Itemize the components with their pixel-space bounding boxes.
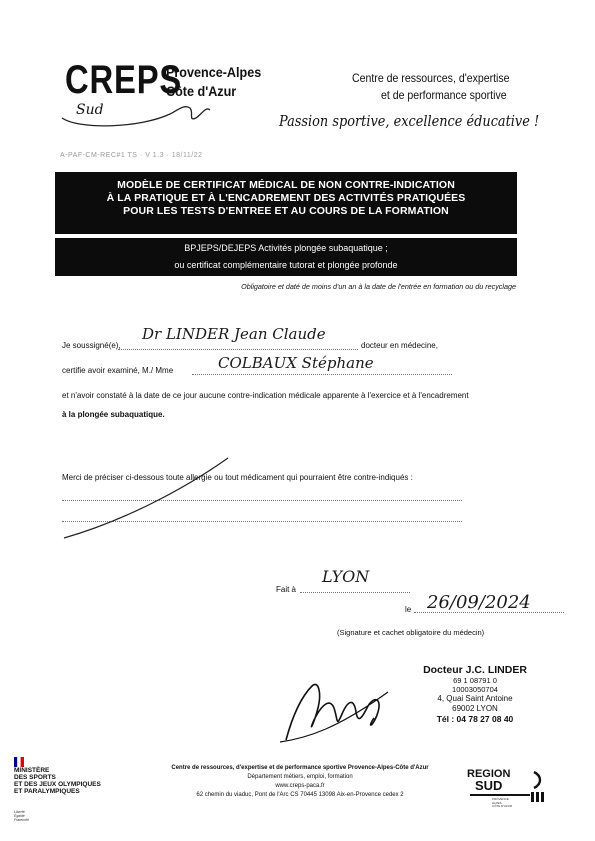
fait-handwritten-value: LYON	[322, 567, 370, 586]
statement-text: et n'avoir constaté à la date de ce jour aucune contre-indication médicale apparente à l'exercice et à l'encadrement	[62, 391, 469, 400]
logo-region-line1: Provence-Alpes	[166, 64, 262, 80]
ministry-line1: MINISTÈRE	[14, 767, 50, 774]
doctor-signature	[278, 668, 398, 748]
validity-note: Obligatoire et daté de moins d'un an à la date de l'entrée en formation ou du recyclage	[241, 282, 516, 291]
certificate-title-box	[55, 172, 517, 234]
title-line1: MODÈLE DE CERTIFICAT MÉDICAL DE NON CONTRE-INDICATION	[117, 179, 455, 191]
motto-liberte: Liberté	[14, 810, 25, 814]
examined-dotted-line	[192, 374, 452, 375]
stamp-address-line2: 69002 LYON	[452, 704, 498, 713]
title-line2: À LA PRATIQUE ET À L'ENCADREMENT DES ACTIVITÉS PRATIQUÉES	[106, 192, 466, 204]
fait-dotted-line	[300, 592, 410, 593]
subtitle-line1: BPJEPS/DEJEPS Activités plongée subaquatique ;	[184, 243, 388, 253]
doctor-suffix-label: docteur en médecine,	[361, 341, 438, 350]
ministry-line4: ET PARALYMPIQUES	[14, 788, 80, 795]
region-sud-logo	[467, 768, 510, 792]
logo-region-line2: Côte d'Azur	[166, 83, 237, 99]
region-sud-underline	[470, 794, 530, 796]
motto-fraternite: Fraternité	[14, 818, 29, 822]
header-center-line2: et de performance sportive	[381, 88, 507, 102]
marianne-logo-icon	[14, 754, 24, 764]
stamp-doctor-name: Docteur J.C. LINDER	[423, 664, 527, 676]
republic-motto	[14, 810, 29, 822]
footer-department: Département métiers, emploi, formation	[247, 774, 353, 780]
region-sud-line1: REGION	[467, 768, 511, 780]
region-sud-line2: SUD	[474, 778, 503, 793]
undersigned-dotted-line	[118, 349, 358, 350]
signature-caption: (Signature et cachet obligatoire du médecin)	[337, 628, 485, 637]
footer-postal-address: 62 chemin du viaduc, Pont de l'Arc CS 70445 13098 Aix-en-Provence cedex 2	[196, 792, 404, 798]
stamp-rpps-number: 69 1 08791 0	[453, 676, 497, 685]
ministry-line3: ET DES JEUX OLYMPIQUES	[14, 781, 101, 788]
date-handwritten-value: 26/09/2024	[427, 592, 531, 613]
certificate-subtitle-box	[55, 238, 517, 276]
examined-label: certifie avoir examiné, M./ Mme	[62, 366, 174, 375]
allergy-prompt: Merci de préciser ci-dessous toute allergie ou tout médicament qui pourraient être contre-indiqués :	[62, 473, 413, 482]
undersigned-handwritten-value: Dr LINDER Jean Claude	[142, 325, 326, 343]
subtitle-line2: ou certificat complémentaire tutorat et plongée profonde	[174, 260, 398, 270]
motto-egalite: Égalité	[14, 814, 25, 818]
ministry-name	[14, 767, 101, 795]
undersigned-label: Je soussigné(e),	[62, 341, 121, 350]
region-sub-line1: PROVENCE	[492, 797, 509, 801]
footer-website-link[interactable]: www.creps-paca.fr	[275, 783, 325, 789]
region-sud-subtitle	[492, 798, 512, 809]
stamp-phone: Tél : 04 78 27 08 40	[436, 714, 514, 724]
document-reference-code: A-PAF-CM-REC#1 TS · V 1.3 · 18/11/22	[60, 152, 203, 159]
stamp-address-line1: 4, Quai Saint Antoine	[437, 694, 513, 703]
date-le-label: le	[405, 605, 412, 614]
doctor-stamp	[410, 664, 540, 725]
statement-bold-text: à la plongée subaquatique.	[62, 410, 165, 419]
allergy-strike-through-line	[60, 452, 260, 542]
header-slogan: Passion sportive, excellence éducative !	[279, 112, 540, 130]
logo-sud: Sud	[76, 102, 104, 118]
creps-logo-word: CREPS	[65, 58, 183, 102]
stamp-adeli-number: 10003050704	[452, 685, 498, 694]
ministry-line2: DES SPORTS	[14, 774, 56, 781]
footer-org-name: Centre de ressources, d'expertise et de performance sportive Provence-Alpes-Côte d'Azur	[171, 765, 429, 771]
header-center-line1: Centre de ressources, d'expertise	[352, 71, 510, 85]
region-sub-line3: CÔTE D'AZUR	[492, 804, 513, 808]
title-line3: POUR LES TESTS D'ENTREE ET AU COURS DE LA FORMATION	[123, 205, 449, 217]
examined-handwritten-value: COLBAUX Stéphane	[218, 354, 374, 372]
region-sub-line2: ALPES	[492, 800, 502, 805]
region-sud-emblem-icon	[528, 770, 546, 804]
footer-address-block	[130, 764, 470, 800]
fait-label: Fait à	[276, 585, 297, 594]
